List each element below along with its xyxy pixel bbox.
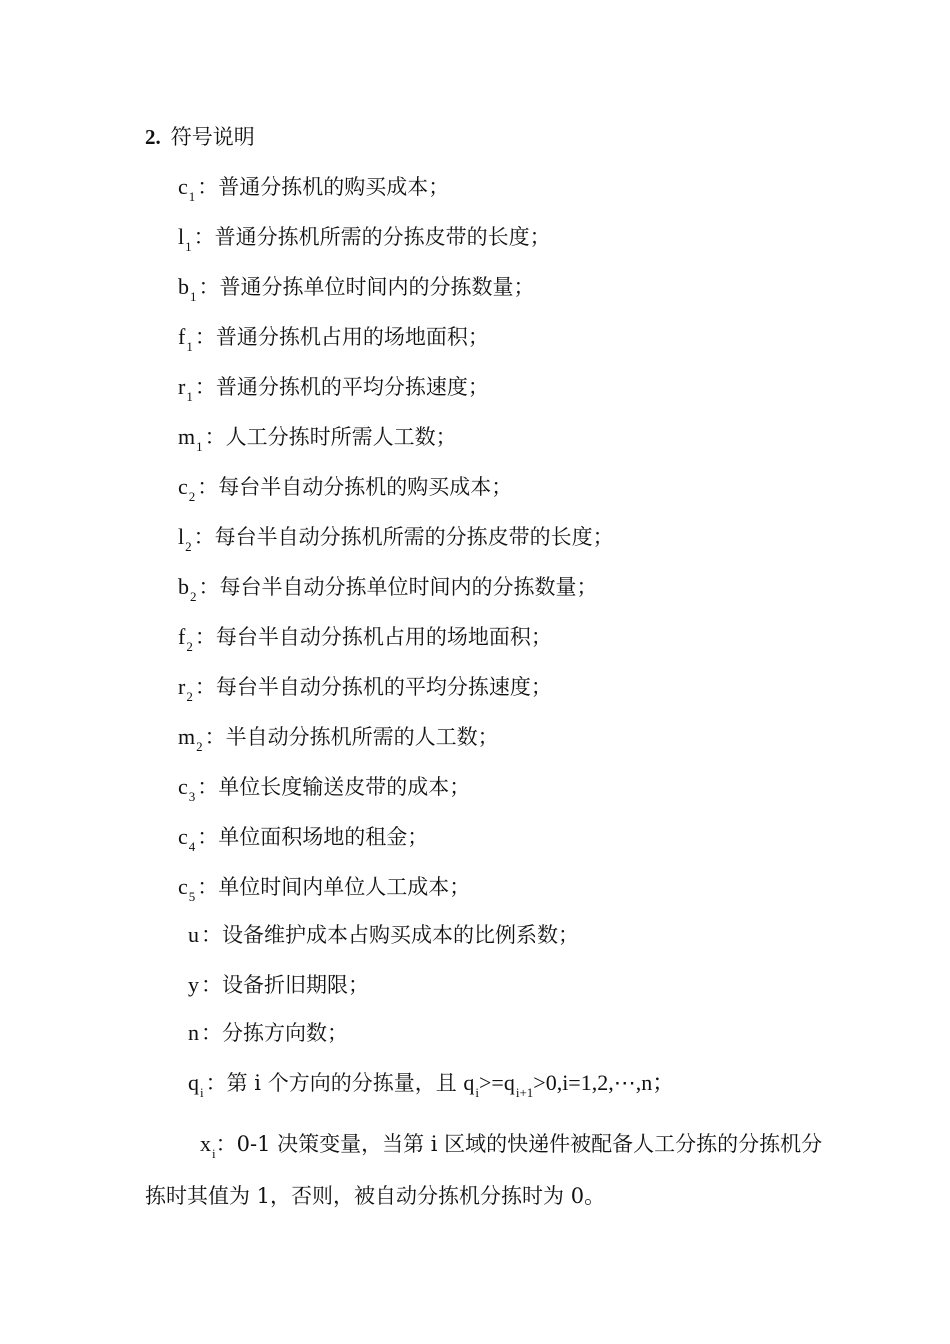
symbol-subscript: 2 <box>186 689 193 704</box>
symbol: n <box>188 1020 199 1045</box>
formula-subscript: i+1 <box>515 1085 534 1100</box>
section-number: 2. <box>145 125 161 149</box>
symbol: r <box>178 374 186 399</box>
symbol-description: ：单位面积场地的租金； <box>197 825 429 849</box>
symbol-item <box>178 522 614 552</box>
formula-symbol: q <box>463 1070 475 1095</box>
formula-relation: >= <box>479 1070 504 1095</box>
symbol: c <box>178 774 188 799</box>
symbol: f <box>178 324 186 349</box>
symbol: c <box>178 474 188 499</box>
symbol-subscript: 1 <box>196 439 203 454</box>
symbol: m <box>178 724 196 749</box>
symbol: c <box>178 174 188 199</box>
symbol-item <box>178 422 457 452</box>
symbol-subscript: 2 <box>196 739 203 754</box>
symbol: u <box>188 922 199 947</box>
symbol: q <box>188 1070 199 1095</box>
symbol-subscript: i <box>200 1085 204 1100</box>
symbol-item <box>188 920 579 950</box>
symbol-item <box>178 272 535 302</box>
symbol-item <box>178 722 499 752</box>
symbol-subscript: 1 <box>186 339 193 354</box>
symbol-description: ：设备维护成本占购买成本的比例系数； <box>201 923 579 947</box>
symbol-description: ：普通分拣单位时间内的分拣数量； <box>198 275 535 299</box>
section-heading <box>145 122 255 152</box>
formula-condition: >0,i=1,2,⋯,n； <box>533 1070 675 1095</box>
symbol-item <box>178 872 470 902</box>
symbol: c <box>178 824 188 849</box>
symbol-item <box>178 672 552 702</box>
symbol: b <box>178 574 189 599</box>
symbol-subscript: 2 <box>188 489 196 504</box>
symbol-subscript: 1 <box>190 289 197 304</box>
symbol-subscript: i <box>212 1146 216 1161</box>
symbol: f <box>178 624 186 649</box>
symbol-item <box>178 322 489 352</box>
symbol-subscript: 2 <box>185 539 192 554</box>
symbol: c <box>178 874 188 899</box>
symbol-description: ：每台半自动分拣机的购买成本； <box>197 475 513 499</box>
symbol-description: ：单位长度输送皮带的成本； <box>197 775 471 799</box>
symbol-description: ：半自动分拣机所需的人工数； <box>204 725 499 749</box>
symbol: r <box>178 674 186 699</box>
symbol-item <box>178 472 512 502</box>
symbol-description: ：人工分拣时所需人工数； <box>204 425 457 449</box>
formula-subscript: i <box>475 1085 479 1100</box>
symbol-subscript: 1 <box>186 389 193 404</box>
symbol-subscript: 4 <box>188 839 196 854</box>
symbol-description: ：每台半自动分拣机所需的分拣皮带的长度； <box>193 525 614 549</box>
symbol-subscript: 3 <box>188 789 196 804</box>
symbol-item-q <box>188 1068 674 1098</box>
symbol: l <box>178 524 185 549</box>
symbol-description: ：每台半自动分拣机的平均分拣速度； <box>194 675 552 699</box>
symbol-description: ：设备折旧期限； <box>201 973 369 997</box>
symbol-description: ：第 i 个方向的分拣量，且 <box>205 1071 464 1095</box>
symbol-subscript: 2 <box>190 589 197 604</box>
symbol-item <box>178 622 552 652</box>
symbol-description: ：0-1 决策变量，当第 i 区域的快递件被配备人工分拣的分拣机分拣时其值为 1，否则，被自动分拣机分拣时为 0。 <box>145 1132 823 1208</box>
symbol-item <box>188 970 369 1000</box>
symbol-description: ：普通分拣机占用的场地面积； <box>194 325 489 349</box>
symbol-item <box>188 1018 348 1048</box>
symbol-description: ：每台半自动分拣单位时间内的分拣数量； <box>198 575 598 599</box>
symbol-item <box>178 572 598 602</box>
formula-symbol: q <box>503 1070 515 1095</box>
symbol-subscript: 2 <box>186 639 193 654</box>
symbol-description: ：单位时间内单位人工成本； <box>197 875 471 899</box>
symbol-subscript: 5 <box>188 889 196 904</box>
symbol-item <box>178 372 489 402</box>
symbol: y <box>188 972 199 997</box>
symbol-subscript: 1 <box>188 189 196 204</box>
symbol-description: ：分拣方向数； <box>201 1021 348 1045</box>
symbol-subscript: 1 <box>185 239 192 254</box>
symbol-item <box>178 772 470 802</box>
section-title: 符号说明 <box>170 125 255 149</box>
symbol-description: ：每台半自动分拣机占用的场地面积； <box>194 625 552 649</box>
symbol-item <box>178 822 428 852</box>
symbol-item-x-paragraph <box>145 1118 825 1222</box>
symbol: b <box>178 274 189 299</box>
symbol-description: ：普通分拣机的购买成本； <box>197 175 450 199</box>
symbol: l <box>178 224 185 249</box>
symbol: m <box>178 424 196 449</box>
symbol: x <box>200 1131 211 1156</box>
symbol-item <box>178 172 449 202</box>
symbol-item <box>178 222 551 252</box>
symbol-description: ：普通分拣机所需的分拣皮带的长度； <box>193 225 551 249</box>
symbol-description: ：普通分拣机的平均分拣速度； <box>194 375 489 399</box>
